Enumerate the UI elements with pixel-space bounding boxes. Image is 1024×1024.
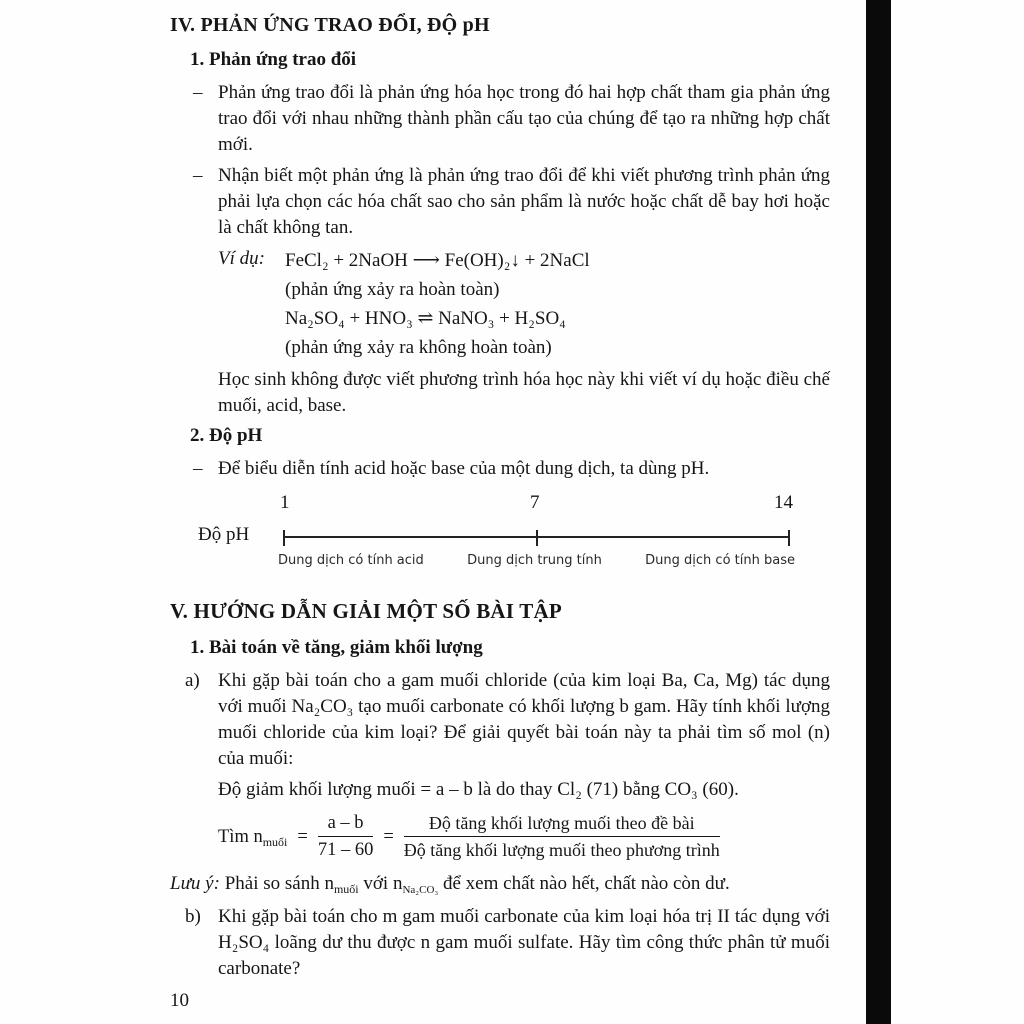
item-b-text: Khi gặp bài toán cho m gam muối carbonate của kim loại hóa trị II tác dụng với H₂SO₄ loãng dư thu được n gam muối sulfate. Hãy tìm công thức phân tử muối carbonate? bbox=[218, 906, 830, 979]
equation-na2so4-hno3: Na₂SO₄ + HNO₃ ⇌ NaNO₃ + H₂SO₄ bbox=[285, 308, 566, 329]
item-a-text: Khi gặp bài toán cho a gam muối chloride (của kim loại Ba, Ca, Mg) tác dụng với muối Na₂CO₃ tạo muối carbonate có khối lượng b gam. Hãy tính khối lượng muối chloride của kim loại? Để giải quyết bài toán này ta phải tìm số mol (n) của muối: bbox=[218, 670, 830, 769]
ph-tick-middle bbox=[536, 530, 538, 546]
example-label: Ví dụ: bbox=[218, 248, 265, 269]
luu-y-segment: để xem chất nào hết, chất nào còn dư. bbox=[438, 873, 730, 894]
example-block bbox=[170, 246, 830, 362]
fraction-numerator: Độ tăng khối lượng muối theo đề bài bbox=[404, 811, 720, 837]
bullet-definition bbox=[170, 80, 830, 158]
equation-fecl2-naoh: FeCl₂ + 2NaOH ⟶ Fe(OH)₂↓ + 2NaCl bbox=[285, 250, 590, 271]
ph-axis-label: Độ pH bbox=[198, 524, 250, 545]
fraction-numeric bbox=[318, 811, 374, 862]
ph-tick-left bbox=[283, 530, 285, 546]
subscript-muoi: muối bbox=[333, 882, 359, 896]
equals-sign: = bbox=[383, 826, 394, 847]
fraction-textual bbox=[404, 811, 720, 862]
equations-group bbox=[285, 246, 830, 362]
page-content bbox=[170, 12, 830, 987]
fraction-denominator: Độ tăng khối lượng muối theo phương trình bbox=[403, 840, 720, 860]
bullet-ph-intro bbox=[170, 456, 830, 482]
formula-lead-text: Tìm n bbox=[218, 826, 263, 847]
equals-sign: = bbox=[297, 826, 308, 847]
section-iv-title: IV. PHẢN ỨNG TRAO ĐỔI, ĐỘ pH bbox=[170, 14, 490, 36]
ph-caption-neutral: Dung dịch trung tính bbox=[467, 553, 602, 568]
fraction-denominator: 71 – 60 bbox=[317, 840, 374, 860]
item-b-marker: b) bbox=[185, 906, 201, 927]
heading-bai-toan-khoi-luong: 1. Bài toán về tăng, giảm khối lượng bbox=[190, 637, 483, 658]
dash-marker: – bbox=[193, 458, 203, 479]
section-v-title: V. HƯỚNG DẪN GIẢI MỘT SỐ BÀI TẬP bbox=[170, 599, 562, 623]
page-number: 10 bbox=[170, 990, 189, 1011]
bullet-recognition-text: Nhận biết một phản ứng là phản ứng trao đổi để khi viết phương trình phản ứng phải lựa chọn các hóa chất sao cho sản phẩm là nước hoặc chất dễ bay hơi hoặc là chất không tan. bbox=[218, 165, 830, 238]
subscript-muoi: muối bbox=[262, 834, 288, 849]
ph-tick-right bbox=[788, 530, 790, 546]
ph-tick-label-1: 1 bbox=[280, 492, 290, 513]
luu-y-segment: Phải so sánh n bbox=[219, 873, 334, 894]
luu-y-note bbox=[170, 871, 830, 897]
ph-axis-line bbox=[283, 536, 790, 538]
formula-lead bbox=[218, 824, 287, 850]
bullet-ph-intro-text: Để biểu diễn tính acid hoặc base của một dung dịch, ta dùng pH. bbox=[218, 458, 710, 479]
luu-y-label: Lưu ý: bbox=[170, 873, 220, 894]
item-a-marker: a) bbox=[185, 670, 200, 691]
student-note-paragraph: Học sinh không được viết phương trình hóa học này khi viết ví dụ hoặc điều chế muối, acid, base. bbox=[218, 369, 830, 416]
item-b bbox=[170, 904, 830, 982]
ph-captions-row bbox=[278, 548, 795, 574]
luu-y-segment: với n bbox=[358, 873, 403, 894]
bullet-recognition bbox=[170, 163, 830, 241]
subscript-na2co3: Na₂CO₃ bbox=[402, 884, 439, 896]
ph-caption-acid: Dung dịch có tính acid bbox=[278, 553, 424, 568]
ph-tick-label-14: 14 bbox=[774, 492, 793, 513]
bullet-definition-text: Phản ứng trao đổi là phản ứng hóa học trong đó hai hợp chất tham gia phản ứng trao đổi với nhau những thành phần cấu tạo của chúng để tạo ra những hợp chất mới. bbox=[218, 82, 830, 155]
fraction-numerator: a – b bbox=[318, 811, 374, 837]
scan-binding-bar bbox=[866, 0, 891, 1024]
heading-do-ph: 2. Độ pH bbox=[190, 425, 263, 446]
ph-caption-base: Dung dịch có tính base bbox=[645, 553, 795, 568]
equation-2-note: (phản ứng xảy ra không hoàn toàn) bbox=[285, 337, 552, 358]
item-a bbox=[170, 668, 830, 772]
heading-phan-ung-trao-doi: 1. Phản ứng trao đổi bbox=[190, 49, 357, 70]
ph-scale-diagram bbox=[170, 490, 830, 578]
mol-formula bbox=[218, 811, 830, 862]
mass-decrease-line: Độ giảm khối lượng muối = a – b là do thay Cl₂ (71) bằng CO₃ (60). bbox=[218, 779, 739, 800]
ph-tick-label-7: 7 bbox=[530, 492, 540, 513]
dash-marker: – bbox=[193, 82, 203, 103]
dash-marker: – bbox=[193, 165, 203, 186]
equation-1-note: (phản ứng xảy ra hoàn toàn) bbox=[285, 279, 500, 300]
